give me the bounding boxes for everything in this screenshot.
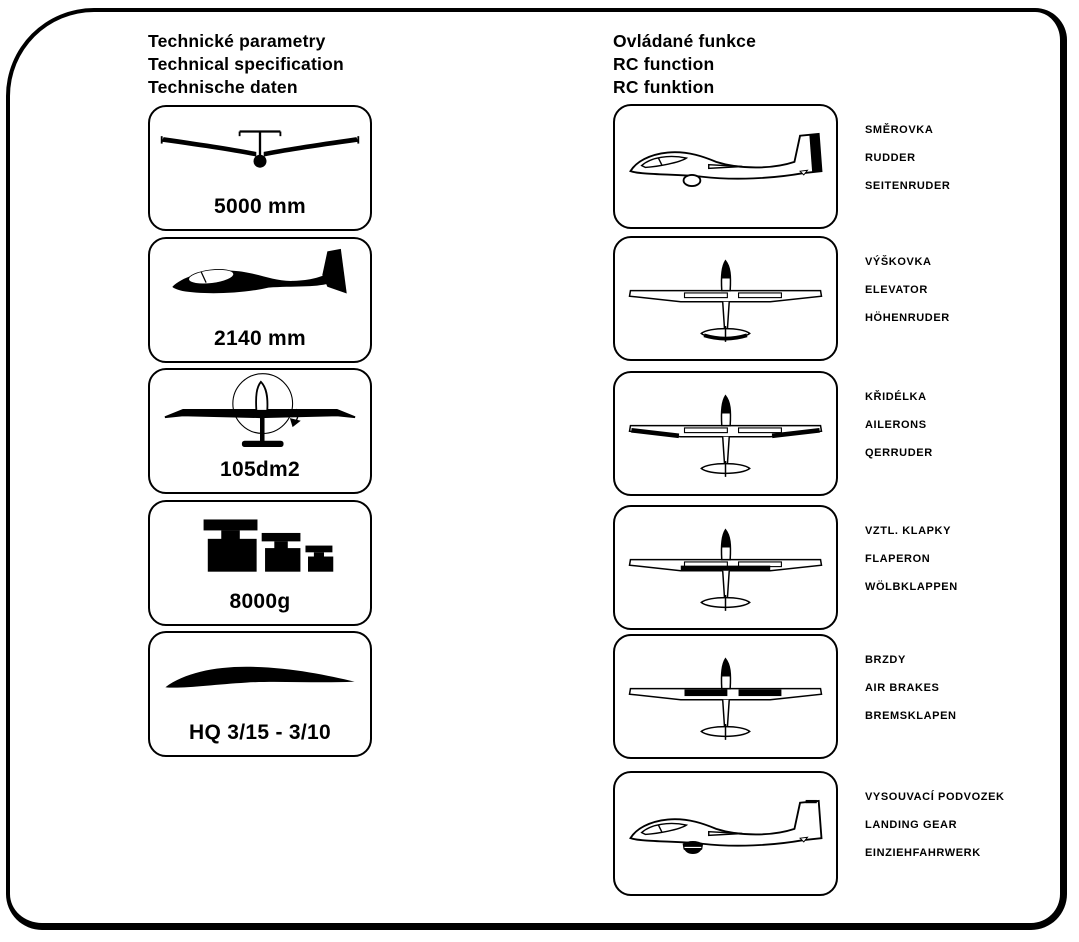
right-section-title: [613, 30, 756, 99]
fn-label-en: FLAPERON: [865, 553, 931, 565]
spec-value-weight: 8000g: [229, 590, 291, 613]
glider-side-landing-gear-icon: [623, 781, 828, 886]
fn-label-en: ELEVATOR: [865, 284, 928, 296]
spec-box-weight: [148, 500, 372, 626]
fn-label-cz: VYSOUVACÍ PODVOZEK: [865, 791, 1005, 803]
spec-value-wing-area: 105dm2: [219, 458, 301, 481]
fn-label-en: LANDING GEAR: [865, 819, 958, 831]
spec-box-wingspan: [148, 105, 372, 231]
glider-top-airbrakes-icon: [623, 643, 828, 751]
glider-top-ailerons-icon: [623, 380, 828, 488]
glider-side-rudder-icon: [623, 114, 828, 219]
fn-label-en: AILERONS: [865, 419, 927, 431]
right-title-line-de: RC funktion: [613, 77, 715, 97]
spec-value-length: 2140 mm: [214, 327, 306, 350]
left-title-line-de: Technische daten: [148, 77, 298, 97]
left-title-line-cz: Technické parametry: [148, 31, 326, 51]
fn-labels-airbrakes: [865, 646, 1079, 730]
fn-label-de: HÖHENRUDER: [865, 312, 950, 324]
fn-label-de: QERRUDER: [865, 447, 933, 459]
spec-box-wing-area: [148, 368, 372, 494]
fn-label-de: SEITENRUDER: [865, 180, 951, 192]
fn-label-cz: VZTL. KLAPKY: [865, 525, 952, 537]
fn-label-en: AIR BRAKES: [865, 682, 940, 694]
right-title-line-en: RC function: [613, 54, 715, 74]
spec-value-wingspan: 5000 mm: [214, 195, 306, 218]
airfoil-profile-icon: [150, 633, 370, 721]
fn-box-rudder: [613, 104, 838, 229]
fn-labels-elevator: [865, 248, 1079, 332]
fn-label-cz: KŘIDÉLKA: [865, 391, 927, 403]
weights-icon: [150, 502, 370, 590]
spec-value-airfoil: HQ 3/15 - 3/10: [189, 721, 331, 744]
fn-label-cz: BRZDY: [865, 654, 906, 666]
glider-top-elevator-icon: [623, 245, 828, 353]
fn-labels-ailerons: [865, 383, 1079, 467]
fn-box-ailerons: [613, 371, 838, 496]
fn-label-en: RUDDER: [865, 152, 916, 164]
fn-label-de: BREMSKLAPEN: [865, 710, 957, 722]
spec-box-airfoil: [148, 631, 372, 757]
fn-labels-rudder: [865, 116, 1079, 200]
fn-labels-landing-gear: [865, 783, 1079, 867]
fn-label-cz: SMĚROVKA: [865, 124, 934, 136]
fn-label-de: WÖLBKLAPPEN: [865, 581, 958, 593]
right-title-line-cz: Ovládané funkce: [613, 31, 757, 51]
fn-label-de: EINZIEHFAHRWERK: [865, 847, 981, 859]
fn-box-flaperon: [613, 505, 838, 630]
fn-box-landing-gear: [613, 771, 838, 896]
glider-front-view-icon: [150, 107, 370, 195]
fn-box-elevator: [613, 236, 838, 361]
spec-box-length: [148, 237, 372, 363]
left-section-title: [148, 30, 344, 99]
fn-label-cz: VÝŠKOVKA: [865, 256, 932, 268]
glider-top-view-rotation-icon: [150, 370, 370, 458]
left-title-line-en: Technical specification: [148, 54, 344, 74]
glider-side-silhouette-icon: [150, 239, 370, 327]
fn-labels-flaperon: [865, 517, 1079, 601]
fn-box-airbrakes: [613, 634, 838, 759]
glider-top-flaperon-icon: [623, 514, 828, 622]
